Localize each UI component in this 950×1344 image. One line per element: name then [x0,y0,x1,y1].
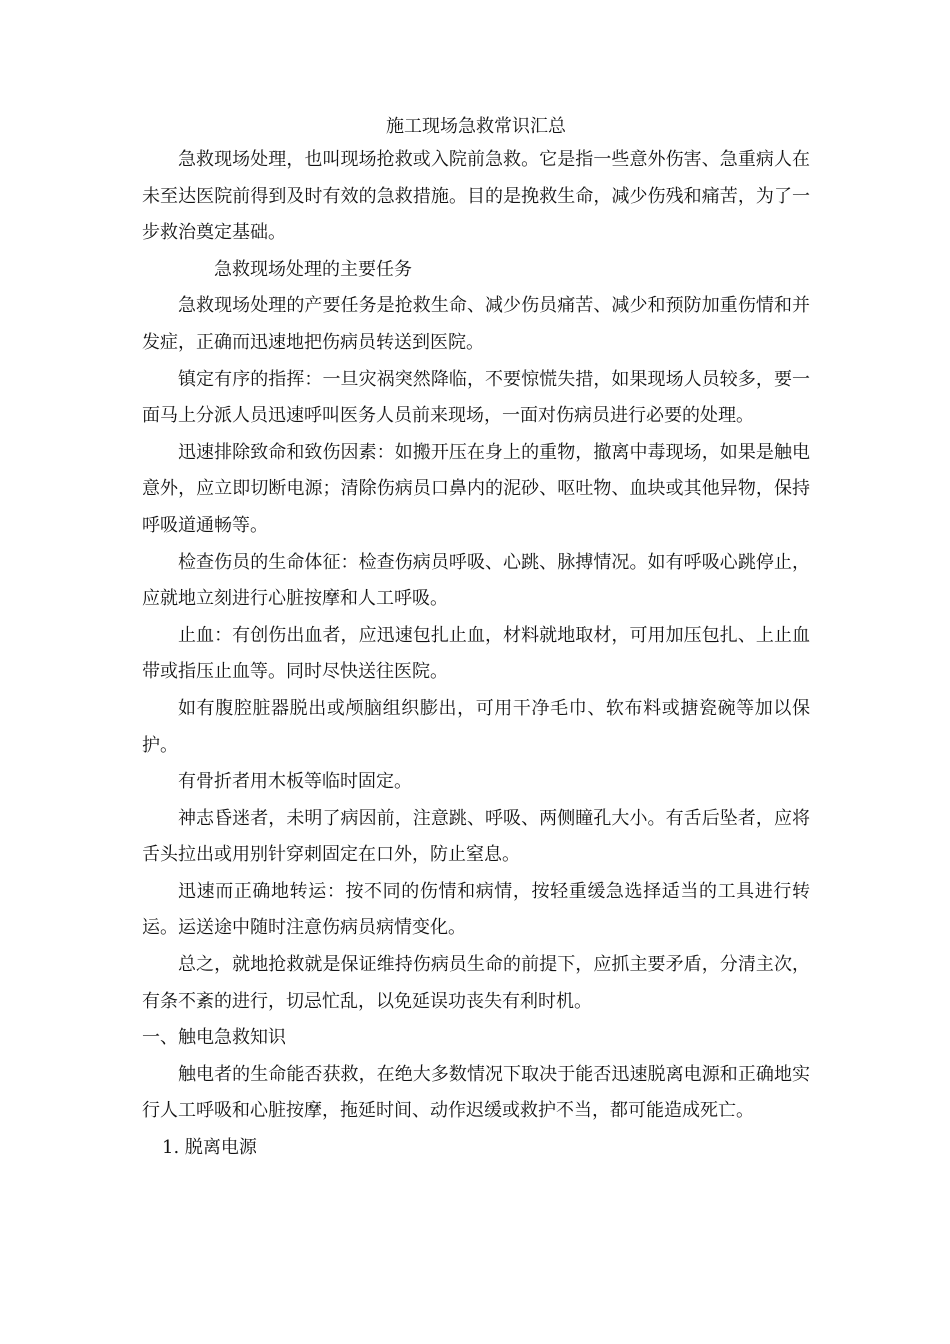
paragraph-main-tasks: 急救现场处理的产要任务是抢救生命、减少伤员痛苦、减少和预防加重伤情和并发症，正确而迅速地把伤病员转送到医院。 [142,295,810,353]
paragraph-summary: 总之，就地抢救就是保证维持伤病员生命的前提下，应抓主要矛盾，分清主次，有条不紊的进行，切忌忙乱，以免延误功丧失有利时机。 [142,954,810,1012]
document-title: 施工现场急救常识汇总 [386,116,566,137]
paragraph-organ-protection: 如有腹腔脏器脱出或颅脑组织膨出，可用干净毛巾、软布料或搪瓷碗等加以保护。 [142,697,810,756]
paragraph-command: 镇定有序的指挥：一旦灾祸突然降临，不要惊慌失措，如果现场人员较多，要一面马上分派人员迅速呼叫医务人员前来现场，一面对伤病员进行必要的处理。 [142,368,810,427]
main-tasks-heading: 急救现场处理的主要任务 [214,258,412,280]
document-body [142,112,810,1167]
list-item-disconnect-power: 1. 脱离电源 [162,1137,257,1159]
paragraph-remove-hazards: 迅速排除致命和致伤因素：如搬开压在身上的重物，撤离中毒现场，如果是触电意外，应立即切断电源；清除伤病员口鼻内的泥砂、呕吐物、血块或其他异物，保持呼吸道通畅等。 [142,441,810,536]
paragraph-unconscious: 神志昏迷者，未明了病因前，注意跳、呼吸、两侧瞳孔大小。有舌后坠者，应将舌头拉出或用别针穿刺固定在口外，防止窒息。 [142,807,810,866]
paragraph-transport: 迅速而正确地转运：按不同的伤情和病情，按轻重缓急选择适当的工具进行转运。运送途中随时注意伤病员病情变化。 [142,880,810,939]
section-electric-shock-heading: 一、触电急救知识 [142,1027,286,1049]
paragraph-electric-shock: 触电者的生命能否获救，在绝大多数情况下取决于能否迅速脱离电源和正确地实行人工呼吸和心脏按摩，拖延时间、动作迟缓或救护不当，都可能造成死亡。 [142,1063,810,1122]
paragraph-stop-bleeding: 止血：有创伤出血者，应迅速包扎止血，材料就地取材，可用加压包扎、上止血带或指压止血等。同时尽快送往医院。 [142,624,810,683]
intro-paragraph: 急救现场处理，也叫现场抢救或入院前急救。它是指一些意外伤害、急重病人在未至达医院前得到及时有效的急救措施。目的是挽救生命，减少伤残和痛苦，为了一步救治奠定基础。 [142,149,810,244]
paragraph-fracture: 有骨折者用木板等临时固定。 [178,771,412,793]
paragraph-vital-signs: 检查伤员的生命体征：检查伤病员呼吸、心跳、脉搏情况。如有呼吸心跳停止，应就地立刻进行心脏按摩和人工呼吸。 [142,551,810,610]
